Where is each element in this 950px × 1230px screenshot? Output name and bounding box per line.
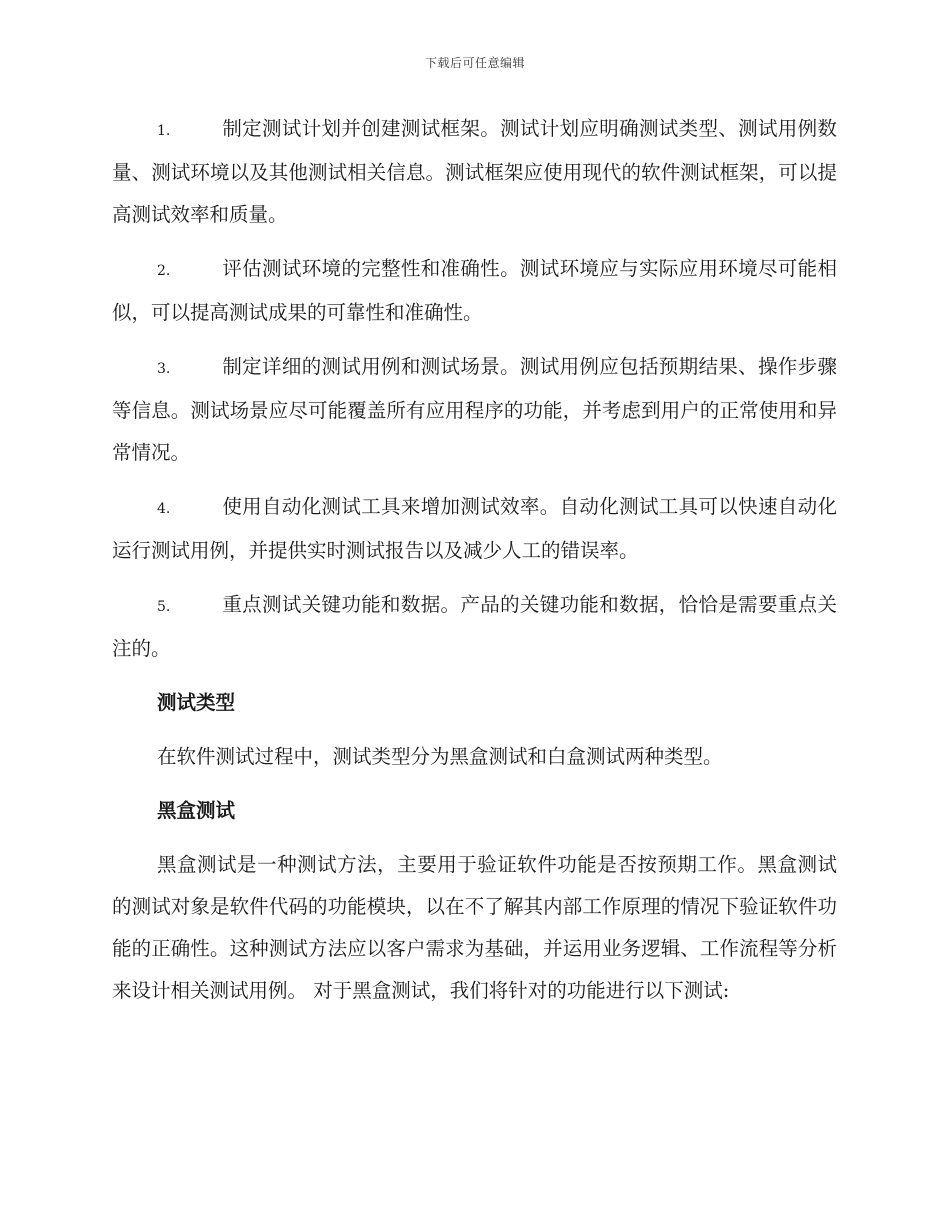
list-item-2	[112, 248, 837, 334]
list-item-4	[112, 486, 837, 572]
list-item-text: 制定详细的测试用例和测试场景。测试用例应包括预期结果、操作步骤等信息。测试场景应尽可能覆盖所有应用程序的功能，并考虑到用户的正常使用和异常情况。	[112, 355, 837, 464]
list-number: 1.	[157, 123, 171, 139]
list-item-text: 评估测试环境的完整性和准确性。测试环境应与实际应用环境尽可能相似，可以提高测试成果的可靠性和准确性。	[112, 257, 837, 324]
list-item-text: 制定测试计划并创建测试框架。测试计划应明确测试类型、测试用例数量、测试环境以及其他测试相关信息。测试框架应使用现代的软件测试框架，可以提高测试效率和质量。	[112, 117, 837, 226]
section-heading-test-types: 测试类型	[157, 691, 236, 714]
list-item-text: 使用自动化测试工具来增加测试效率。自动化测试工具可以快速自动化运行测试用例，并提供实时测试报告以及减少人工的错误率。	[112, 495, 837, 562]
section-paragraph-black-box: 黑盒测试是一种测试方法，主要用于验证软件功能是否按预期工作。黑盒测试的测试对象是软件代码的功能模块，以在不了解其内部工作原理的情况下验证软件功能的正确性。这种测试方法应以客户需求为基础，并运用业务逻辑、工作流程等分析来设计相关测试用例。 对于黑盒测试，我们将针对的功能进行以下测试:	[112, 853, 837, 1002]
list-item-1	[112, 108, 837, 236]
list-number: 2.	[157, 263, 171, 279]
section-paragraph-test-types: 在软件测试过程中，测试类型分为黑盒测试和白盒测试两种类型。	[157, 745, 723, 768]
list-item-text: 重点测试关键功能和数据。产品的关键功能和数据，恰恰是需要重点关注的。	[112, 593, 837, 660]
list-item-5	[112, 584, 837, 670]
section-heading-black-box: 黑盒测试	[157, 799, 236, 822]
page-header: 下载后可任意编辑	[424, 56, 525, 70]
document-body	[112, 108, 837, 1024]
list-number: 3.	[157, 361, 171, 377]
list-number: 5.	[157, 599, 171, 615]
list-item-3	[112, 346, 837, 474]
list-number: 4.	[157, 501, 171, 517]
